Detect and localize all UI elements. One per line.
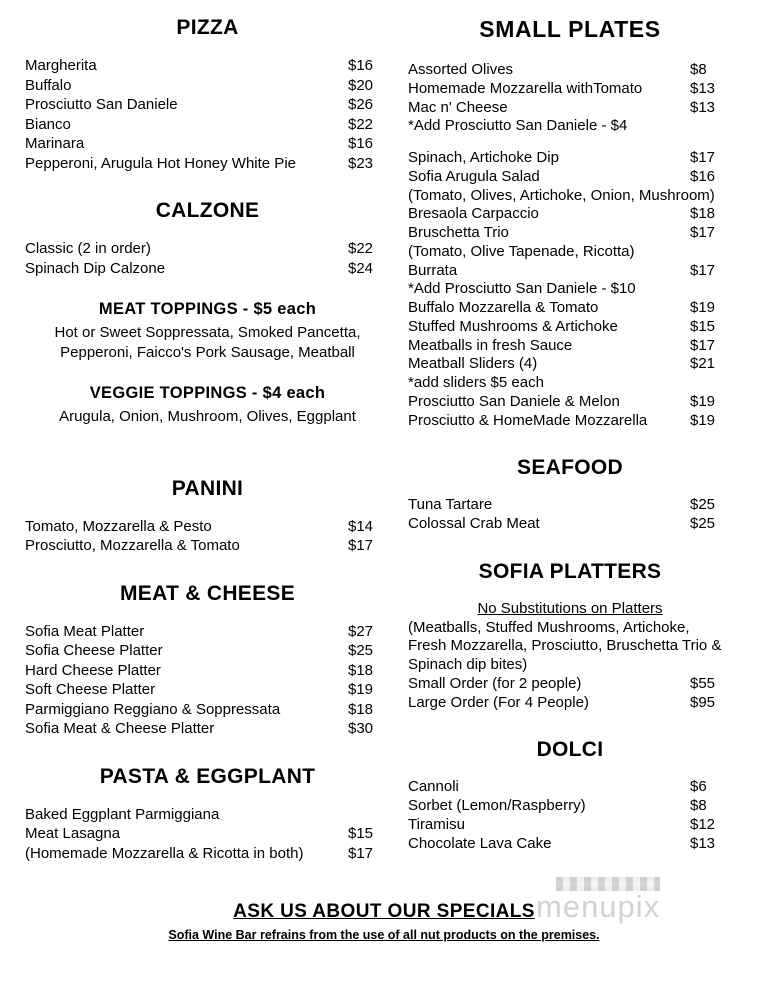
item-price: $6 xyxy=(690,778,707,796)
section-title: SOFIA PLATTERS xyxy=(478,559,662,583)
item-price: $30 xyxy=(348,720,374,737)
section-title: PASTA & EGGPLANT xyxy=(99,764,316,788)
item-name: Bresaola Carpaccio xyxy=(408,205,539,223)
item-price: $13 xyxy=(690,79,716,97)
item-price: $25 xyxy=(348,642,374,659)
menu-section-pasta-eggplant xyxy=(25,765,390,864)
item-name: Assorted Olives xyxy=(408,61,514,78)
menu-section-panini xyxy=(25,477,390,556)
menu-item-row xyxy=(408,117,732,136)
menu-column-right xyxy=(408,16,732,863)
item-name: (Homemade Mozzarella & Ricotta in both) xyxy=(25,844,304,862)
menu-item-row xyxy=(408,149,732,168)
menu-item-row xyxy=(25,56,390,76)
menu-item-row xyxy=(408,299,732,318)
item-name: Sofia Meat Platter xyxy=(25,622,145,640)
section-note: Arugula, Onion, Mushroom, Olives, Eggplant xyxy=(59,408,356,425)
menu-item-row xyxy=(408,515,732,534)
item-price: $14 xyxy=(348,517,374,535)
item-name: *Add Prosciutto San Daniele - $10 xyxy=(408,280,636,298)
item-name: Baked Eggplant Parmiggiana xyxy=(25,805,220,823)
menu-item-row xyxy=(408,243,732,262)
item-name: Burrata xyxy=(408,261,458,279)
item-price: $8 xyxy=(690,61,707,78)
item-price: $17 xyxy=(348,844,374,862)
item-name: Prosciutto, Mozzarella & Tomato xyxy=(25,537,240,554)
item-name: Parmiggiano Reggiano & Soppressata xyxy=(25,700,281,718)
menu-item-row xyxy=(408,835,732,854)
item-name: Prosciutto & HomeMade Mozzarella xyxy=(408,411,648,429)
nut-disclaimer: Sofia Wine Bar refrains from the use of all nut products on the premises. xyxy=(168,928,600,942)
item-price: $17 xyxy=(690,261,716,279)
item-name: (Meatballs, Stuffed Mushrooms, Artichoke, Fresh Mozzarella, Prosciutto, Bruschetta Trio & Spinach dip bites) xyxy=(408,618,722,673)
menu-item-row xyxy=(25,719,390,739)
menu-item-row xyxy=(25,641,390,661)
section-title: VEGGIE TOPPINGS - $4 each xyxy=(89,384,326,402)
item-price: $24 xyxy=(348,259,374,277)
item-price: $13 xyxy=(690,98,716,116)
section-title: CALZONE xyxy=(155,199,260,222)
item-name: (Tomato, Olives, Artichoke, Onion, Mushroom) xyxy=(408,186,715,204)
item-name: *add sliders $5 each xyxy=(408,374,544,391)
specials-heading: ASK US ABOUT OUR SPECIALS xyxy=(233,901,535,922)
item-price: $23 xyxy=(348,154,374,172)
item-price: $16 xyxy=(690,167,716,185)
item-name: Prosciutto San Daniele & Melon xyxy=(408,392,620,410)
menu-item-row xyxy=(25,622,390,642)
section-note-underlined: No Substitutions on Platters xyxy=(477,599,663,617)
menu-item-row xyxy=(408,393,732,412)
menu-section-seafood xyxy=(408,456,732,534)
item-name: Prosciutto San Daniele xyxy=(25,96,178,113)
item-name: Chocolate Lava Cake xyxy=(408,834,552,852)
item-name: Margherita xyxy=(25,57,97,74)
item-price: $19 xyxy=(690,299,716,316)
section-title: SEAFOOD xyxy=(517,456,623,480)
section-title: MEAT & CHEESE xyxy=(119,581,296,605)
item-name: Homemade Mozzarella withTomato xyxy=(408,79,643,97)
item-name: Colossal Crab Meat xyxy=(408,515,540,532)
menu-section-calzone xyxy=(25,199,390,278)
menu-item-row xyxy=(408,778,732,797)
item-price: $55 xyxy=(690,674,716,692)
item-price: $8 xyxy=(690,797,707,814)
menu-item-row xyxy=(25,536,390,556)
item-name: Buffalo xyxy=(25,76,72,94)
menu-item-row xyxy=(25,239,390,259)
menu-item-row xyxy=(408,797,732,816)
menu-item-row xyxy=(25,805,390,825)
item-price: $22 xyxy=(348,115,374,133)
item-name: *Add Prosciutto San Daniele - $4 xyxy=(408,117,628,135)
item-name: Large Order (For 4 People) xyxy=(408,693,589,711)
item-price: $13 xyxy=(690,834,716,852)
menu-item-row xyxy=(408,412,732,431)
item-price: $15 xyxy=(348,825,374,842)
item-price: $17 xyxy=(690,224,716,241)
item-price: $17 xyxy=(690,336,716,354)
section-title: PANINI xyxy=(171,476,244,500)
menu-item-row xyxy=(25,134,390,154)
item-name: Soft Cheese Platter xyxy=(25,681,156,698)
item-price: $21 xyxy=(690,355,716,373)
item-price: $25 xyxy=(690,496,716,514)
menu-item-row xyxy=(25,680,390,700)
menu-item-row xyxy=(25,700,390,720)
menu-item-row xyxy=(408,280,732,299)
item-name: Small Order (for 2 people) xyxy=(408,674,582,692)
menu-item-row xyxy=(25,844,390,864)
menu-section-small-plates xyxy=(408,16,732,430)
item-price: $18 xyxy=(348,661,374,679)
item-name: Sofia Meat & Cheese Platter xyxy=(25,720,215,737)
menu-section-dolci xyxy=(408,738,732,853)
menu-item-row xyxy=(25,115,390,135)
menu-section-sofia-platters xyxy=(408,560,732,713)
item-price: $16 xyxy=(348,135,374,152)
item-price: $19 xyxy=(690,392,716,410)
menu-item-row xyxy=(408,816,732,835)
item-name: Bruschetta Trio xyxy=(408,224,509,241)
menu-item-row xyxy=(25,661,390,681)
item-name: Cannoli xyxy=(408,778,459,796)
menu-item-row xyxy=(408,374,732,393)
item-price: $20 xyxy=(348,76,374,94)
section-title: MEAT TOPPINGS - $5 each xyxy=(98,300,317,318)
item-name: Buffalo Mozzarella & Tomato xyxy=(408,299,599,316)
item-name: Tiramisu xyxy=(408,815,465,833)
menupix-watermark: menupix xyxy=(536,889,661,924)
menu-section-meat-cheese xyxy=(25,582,390,739)
menu-item-row xyxy=(25,76,390,96)
menu-item-row xyxy=(408,205,732,224)
menu-item-row xyxy=(408,675,732,694)
menu-section-pizza xyxy=(25,16,390,173)
menu-item-row xyxy=(408,496,732,515)
menu-item-row xyxy=(408,61,732,80)
section-title: SMALL PLATES xyxy=(479,16,661,42)
item-name: Meatball Sliders (4) xyxy=(408,355,538,373)
item-price: $27 xyxy=(348,622,374,640)
row-spacer xyxy=(408,136,732,149)
item-price: $19 xyxy=(690,411,716,429)
item-name: Spinach, Artichoke Dip xyxy=(408,149,559,166)
item-price: $17 xyxy=(690,149,716,166)
item-name: Stuffed Mushrooms & Artichoke xyxy=(408,317,618,335)
menu-item-row xyxy=(25,824,390,844)
menu-item-row xyxy=(408,168,732,187)
item-price: $19 xyxy=(348,681,374,698)
item-price: $16 xyxy=(348,57,374,74)
item-name: Tuna Tartare xyxy=(408,496,493,514)
menu-item-row xyxy=(25,95,390,115)
item-name: Pepperoni, Arugula Hot Honey White Pie xyxy=(25,154,296,172)
item-price: $18 xyxy=(690,205,716,223)
item-price: $12 xyxy=(690,815,716,833)
menu-item-row xyxy=(25,259,390,279)
menu-item-row xyxy=(408,619,732,675)
menu-item-row xyxy=(408,318,732,337)
item-price: $25 xyxy=(690,515,716,532)
item-price: $17 xyxy=(348,537,374,554)
menu-item-row xyxy=(408,80,732,99)
menu-column-left xyxy=(25,16,390,863)
item-name: Classic (2 in order) xyxy=(25,240,151,257)
item-name: Spinach Dip Calzone xyxy=(25,259,166,277)
menu-item-row xyxy=(25,154,390,174)
item-name: Tomato, Mozzarella & Pesto xyxy=(25,517,212,535)
item-name: Bianco xyxy=(25,115,71,133)
section-note: Hot or Sweet Soppressata, Smoked Pancetta, Pepperoni, Faicco's Pork Sausage, Meatball xyxy=(54,324,361,361)
menu-item-row xyxy=(408,694,732,713)
item-name: Sorbet (Lemon/Raspberry) xyxy=(408,797,586,814)
item-price: $18 xyxy=(348,700,374,718)
item-name: Marinara xyxy=(25,135,85,152)
menu-item-row xyxy=(25,517,390,537)
menu-item-row xyxy=(408,337,732,356)
menu-item-row xyxy=(408,355,732,374)
item-price: $26 xyxy=(348,96,374,113)
item-price: $15 xyxy=(690,317,716,335)
item-price: $22 xyxy=(348,240,374,257)
section-title: DOLCI xyxy=(536,738,604,762)
item-name: Meatballs in fresh Sauce xyxy=(408,336,573,354)
section-title: PIZZA xyxy=(176,16,239,39)
menu-item-row xyxy=(408,224,732,243)
menu-item-row xyxy=(408,262,732,281)
item-name: Sofia Cheese Platter xyxy=(25,642,163,659)
menu-section-meat-toppings-5-each xyxy=(25,300,390,362)
item-name: Mac n' Cheese xyxy=(408,98,508,116)
item-name: Hard Cheese Platter xyxy=(25,661,161,679)
menu-item-row xyxy=(408,187,732,206)
item-name: (Tomato, Olive Tapenade, Ricotta) xyxy=(408,242,635,260)
item-name: Sofia Arugula Salad xyxy=(408,167,540,185)
menu-item-row xyxy=(408,99,732,118)
item-price: $95 xyxy=(690,693,716,711)
menu-section-veggie-toppings-4-each xyxy=(25,384,390,427)
item-name: Meat Lasagna xyxy=(25,825,121,842)
